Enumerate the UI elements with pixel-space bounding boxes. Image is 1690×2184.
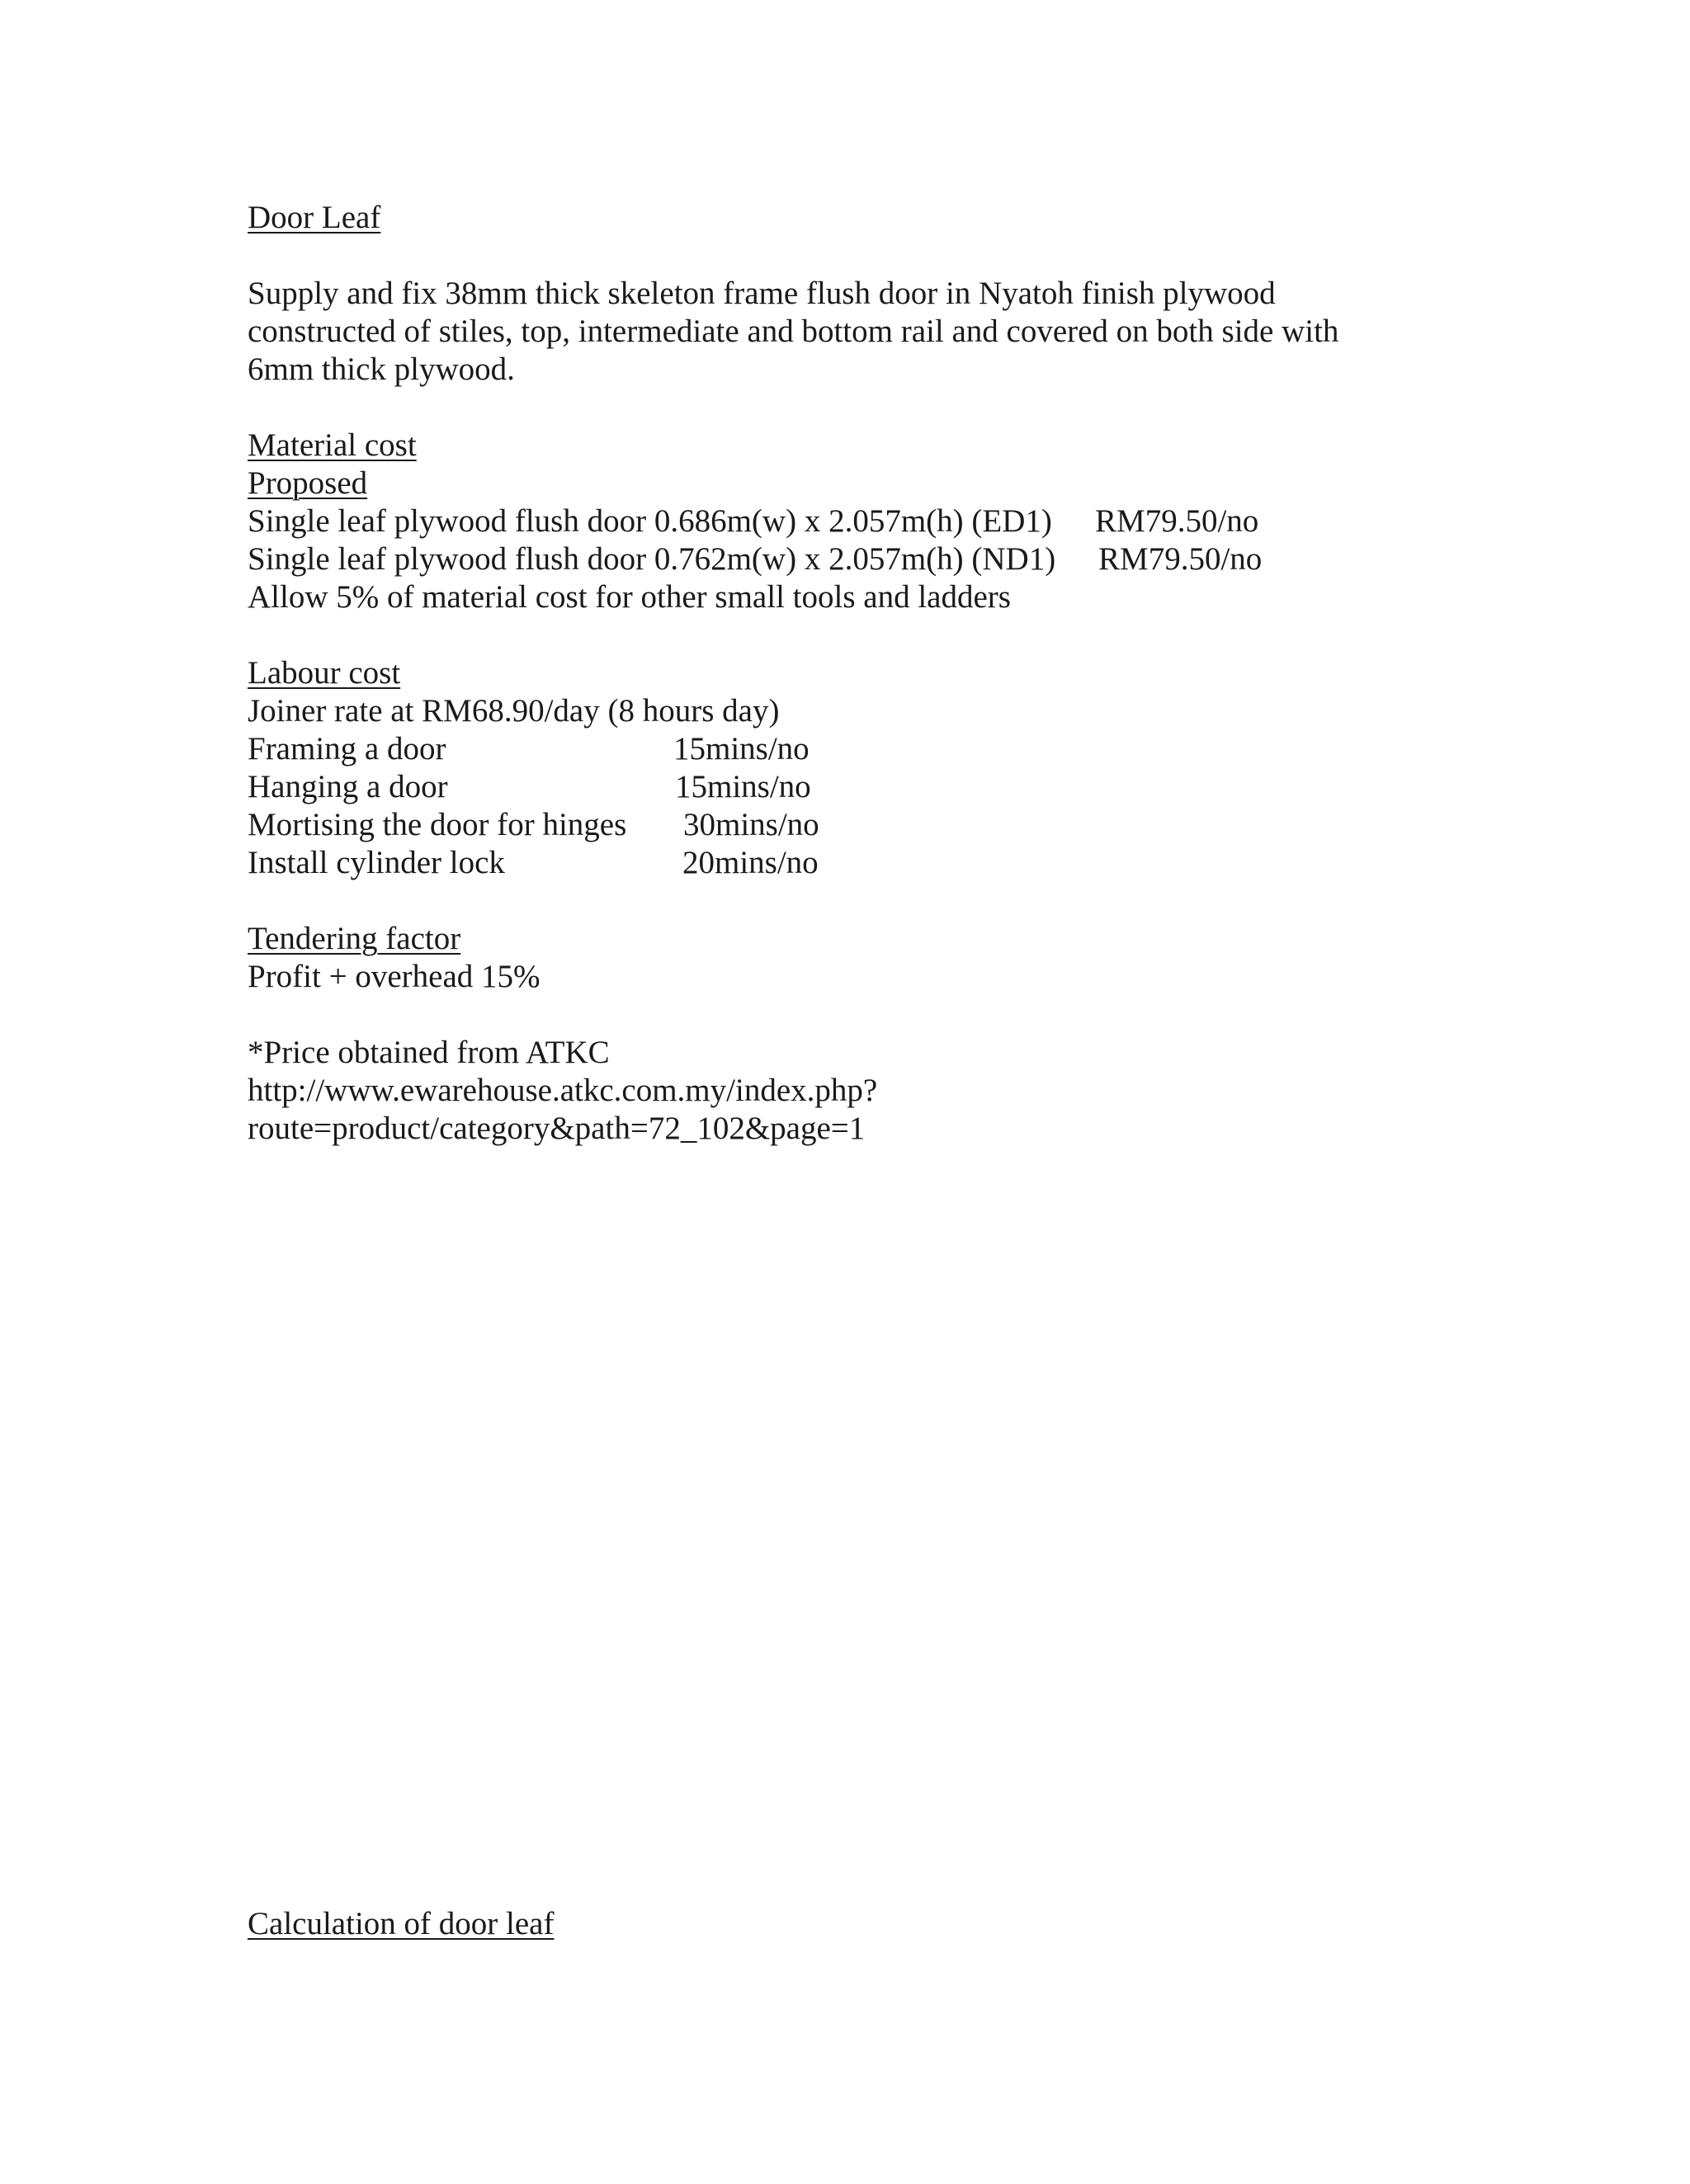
material-cost-heading: Material cost: [248, 427, 417, 463]
task-time: 20mins/no: [682, 845, 819, 880]
material-item-desc: Single leaf plywood flush door 0.686m(w) x 2.057m(h) (ED1): [248, 503, 1052, 539]
task-time: 15mins/no: [673, 731, 810, 767]
labour-task-row: [248, 730, 908, 768]
description-line-1: Supply and fix 38mm thick skeleton frame flush door in Nyatoh finish plywood: [248, 276, 1276, 311]
material-item-desc: Single leaf plywood flush door 0.762m(w) x 2.057m(h) (ND1): [248, 541, 1056, 577]
source-url-line-2: route=product/category&path=72_102&page=1: [248, 1111, 866, 1146]
task-name: Install cylinder lock: [248, 845, 505, 880]
joiner-rate: Joiner rate at RM68.90/day (8 hours day): [248, 693, 780, 729]
labour-task-row: [248, 768, 908, 806]
labour-task-row: [248, 844, 908, 882]
description-line-3: 6mm thick plywood.: [248, 351, 515, 387]
material-item-ed1: [248, 502, 1403, 540]
task-name: Framing a door: [248, 731, 446, 767]
material-item-price: RM79.50/no: [1098, 541, 1263, 577]
tendering-factor-heading: Tendering factor: [248, 921, 461, 956]
description-line-2: constructed of stiles, top, intermediate and bottom rail and covered on both side with: [248, 314, 1339, 349]
task-name: Hanging a door: [248, 769, 448, 804]
profit-overhead: Profit + overhead 15%: [248, 959, 541, 994]
source-url-line-1: http://www.ewarehouse.atkc.com.my/index.php?: [248, 1073, 878, 1108]
material-item-nd1: [248, 540, 1403, 578]
task-time: 30mins/no: [683, 807, 819, 842]
labour-cost-heading: Labour cost: [248, 655, 401, 691]
material-item-price: RM79.50/no: [1095, 503, 1259, 539]
task-name: Mortising the door for hinges: [248, 807, 627, 842]
task-time: 15mins/no: [675, 769, 811, 804]
door-leaf-heading: Door Leaf: [248, 200, 381, 235]
calculation-heading: Calculation of door leaf: [248, 1906, 555, 1941]
proposed-subheading: Proposed: [248, 465, 368, 501]
labour-task-row: [248, 806, 908, 844]
material-allowance: Allow 5% of material cost for other small tools and ladders: [248, 579, 1011, 615]
price-source-note: *Price obtained from ATKC: [248, 1035, 610, 1070]
